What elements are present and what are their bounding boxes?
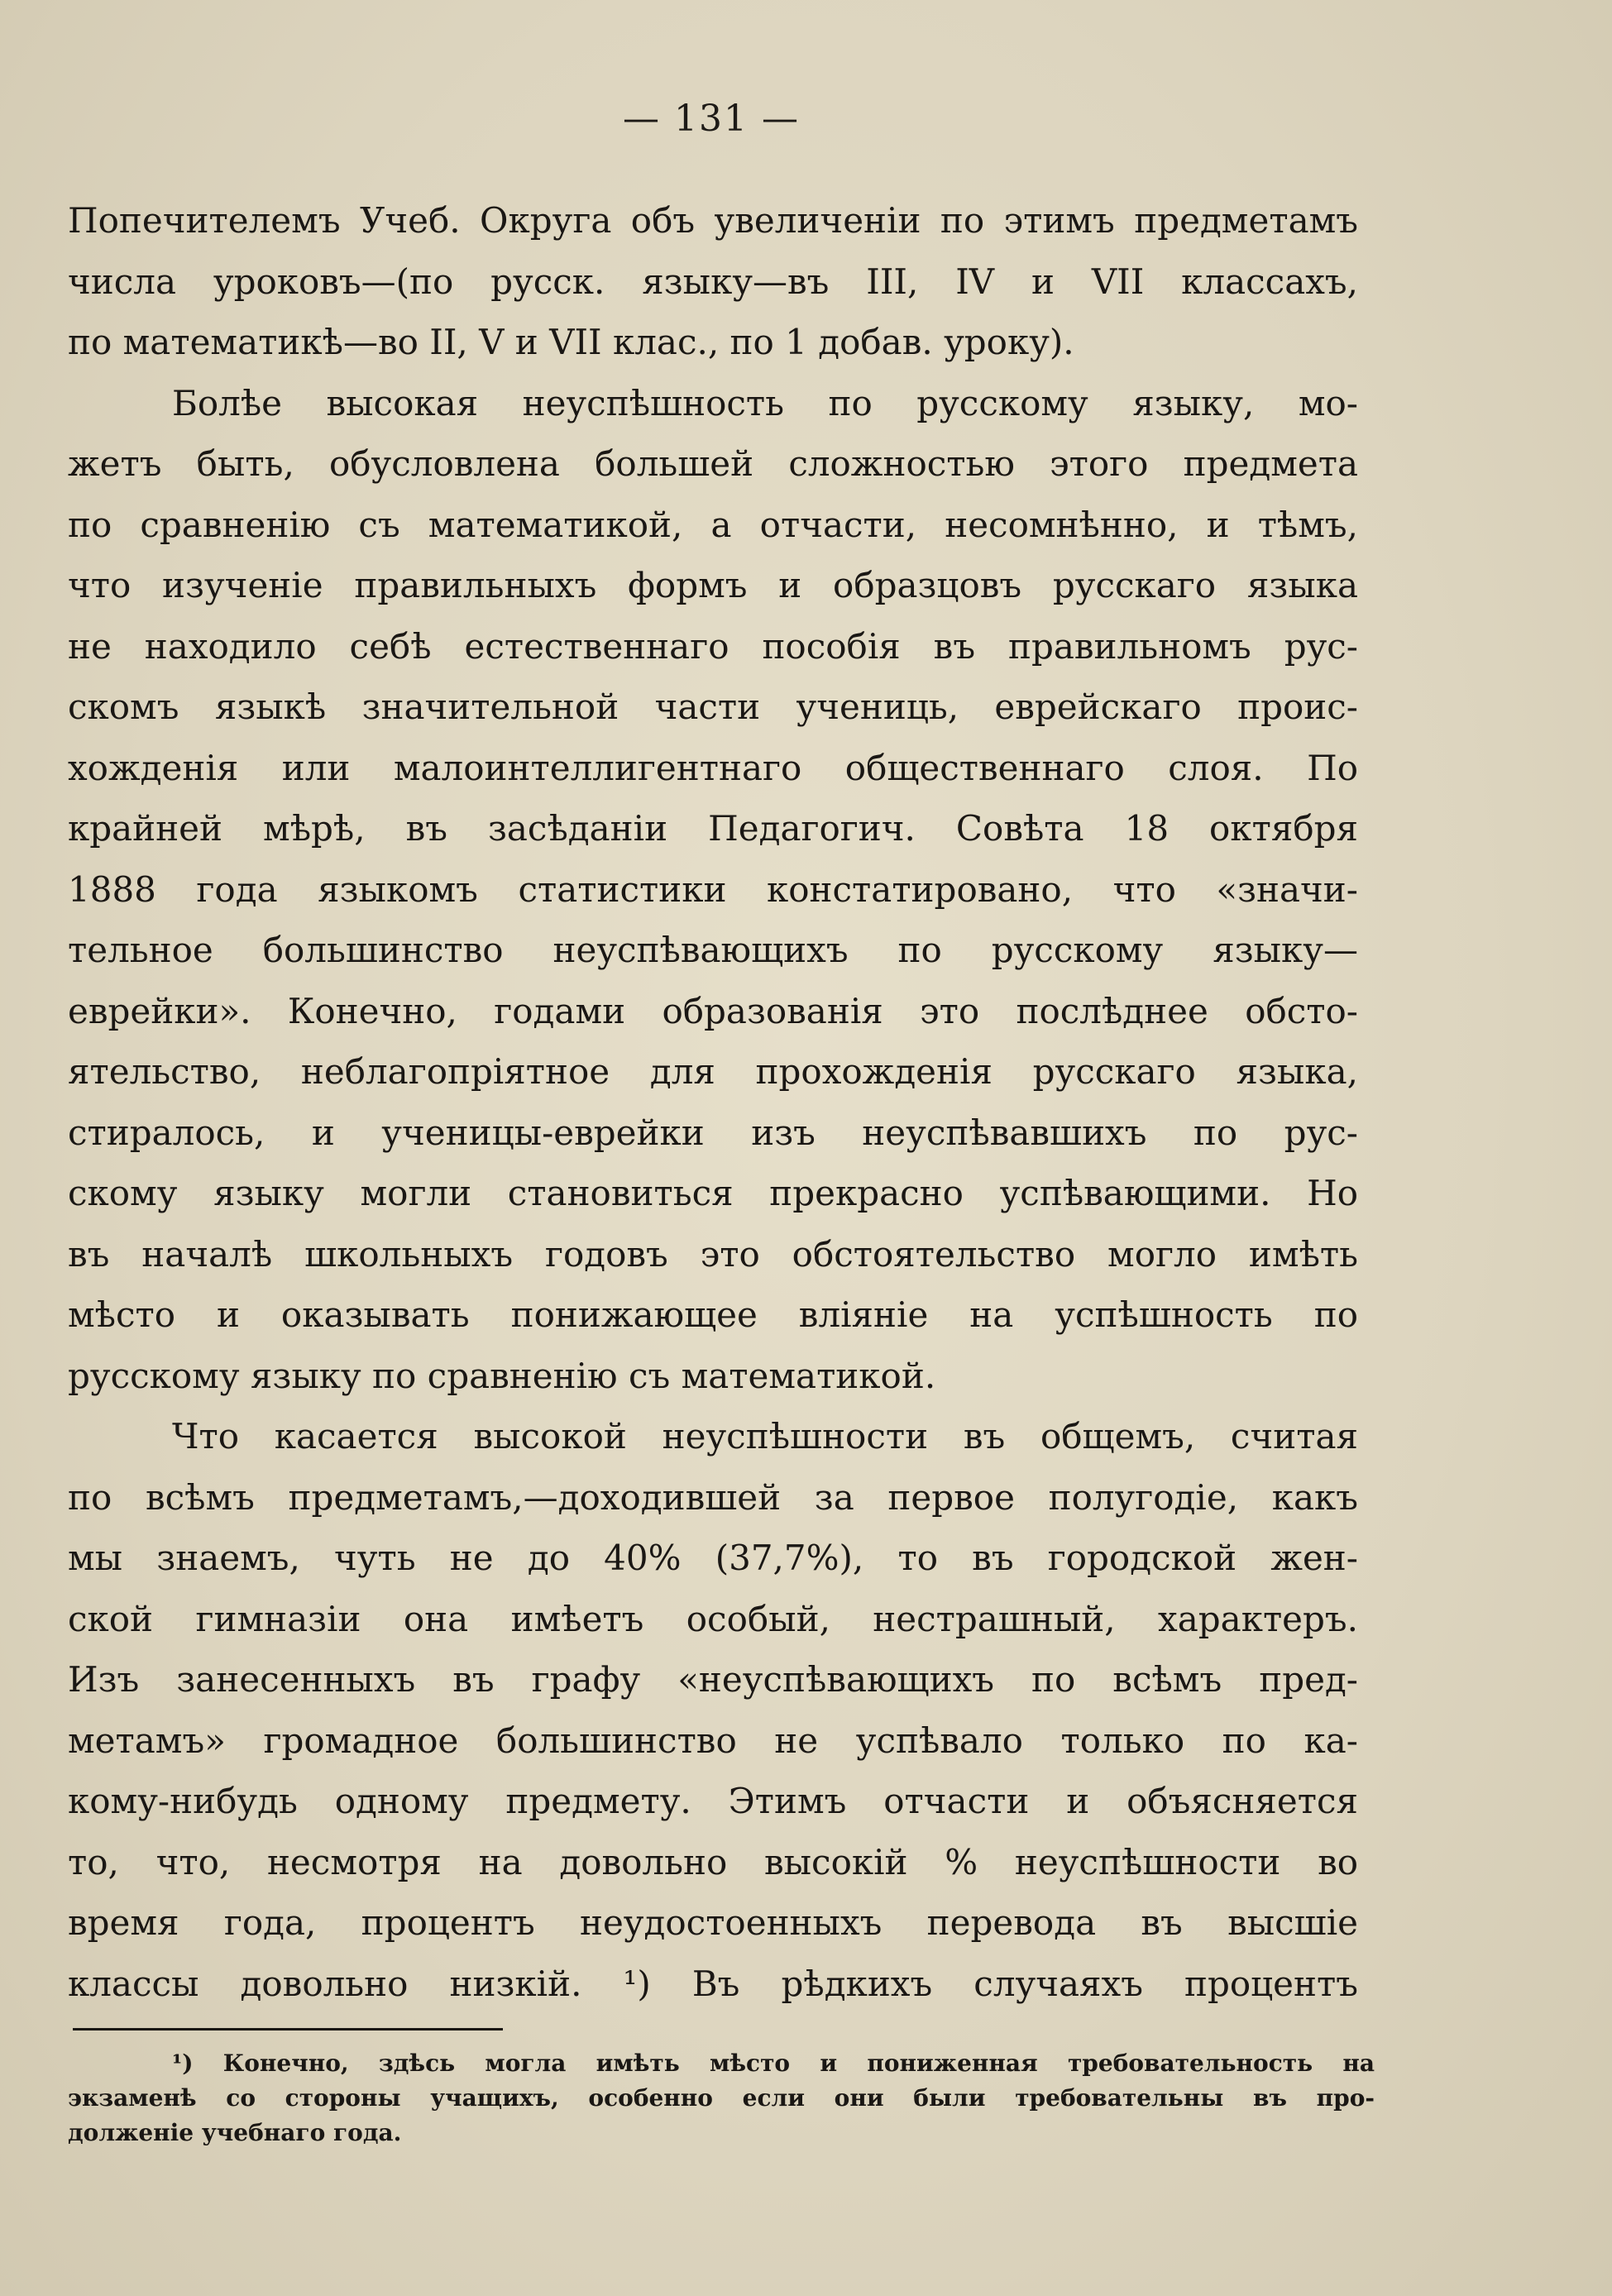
text-line: время года, процентъ неудостоенныхъ перевода въ высшiе <box>68 1902 1358 1943</box>
text-line: 1888 года языкомъ статистики констатировано, что «значи- <box>68 868 1358 910</box>
text-line: скому языку могли становиться прекрасно успѣвающими. Но <box>68 1173 1358 1213</box>
text-line: по всѣмъ предметамъ,—доходившей за первое полугодiе, какъ <box>68 1476 1358 1518</box>
text-line: что изученiе правильныхъ формъ и образцовъ русскаго языка <box>68 565 1358 605</box>
text-line: по математикѣ—во II, V и VII клас., по 1 добав. уроку). <box>68 322 1074 362</box>
text-line: Болѣе высокая неуспѣшность по русскому языку, мо- <box>172 382 1358 423</box>
text-line: не находило себѣ естественнаго пособiя въ правильномъ рус- <box>68 625 1358 667</box>
text-line: въ началѣ школьныхъ годовъ это обстоятельство могло имѣть <box>68 1233 1358 1275</box>
text-line: то, что, несмотря на довольно высокiй % неуспѣшности во <box>68 1841 1358 1882</box>
text-line: стиралось, и ученицы-еврейки изъ неуспѣвавшихъ по рус- <box>68 1112 1358 1153</box>
text-line: ской гимназiи она имѣетъ особый, нестрашный, характеръ. <box>68 1598 1358 1639</box>
text-line: ятельство, неблагопрiятное для прохожденiя русскаго языка, <box>68 1051 1358 1092</box>
text-line: кому-нибудь одному предмету. Этимъ отчасти и объясняется <box>68 1781 1358 1821</box>
paragraph-3 <box>68 1406 1358 2014</box>
text-line: хожденiя или малоинтеллигентнаго общественнаго слоя. По <box>68 747 1358 788</box>
text-line: скомъ языкѣ значительной части учениць, еврейскаго проис- <box>68 686 1358 727</box>
text-line: Попечителемъ Учеб. Округа объ увеличенiи по этимъ предметамъ <box>68 200 1358 241</box>
footnote-line: ¹) Конечно, здѣсь могла имѣть мѣсто и пониженная требовательность на <box>172 2050 1375 2077</box>
footnote-line: экзаменѣ со стороны учащихъ, особенно если они были требовательны въ про- <box>68 2084 1375 2112</box>
page-number: — 131 — <box>623 98 800 140</box>
footnote-line: долженiе учебнаго года. <box>68 2119 402 2146</box>
text-line: числа уроковъ—(по русск. языку—въ III, IV и VII классахъ, <box>68 261 1358 302</box>
text-line: еврейки». Конечно, годами образованiя это послѣднее обсто- <box>68 990 1358 1031</box>
text-line: тельное большинство неуспѣвающихъ по русскому языку— <box>68 930 1358 970</box>
text-line: Изъ занесенныхъ въ графу «неуспѣвающихъ по всѣмъ пред- <box>68 1659 1358 1700</box>
text-line: классы довольно низкiй. ¹) Въ рѣдкихъ случаяхъ процентъ <box>68 1963 1358 2004</box>
text-line: метамъ» громадное большинство не успѣвало только по ка- <box>68 1720 1358 1761</box>
text-line: жетъ быть, обусловлена большей сложностью этого предмета <box>68 443 1358 484</box>
text-line: крайней мѣрѣ, въ засѣданiи Педагогич. Совѣта 18 октября <box>68 808 1358 849</box>
paragraph-1 <box>68 190 1358 373</box>
text-line: русскому языку по сравненiю съ математикой. <box>68 1355 936 1396</box>
text-line: мѣсто и оказывать понижающее влiянiе на успѣшность по <box>68 1294 1358 1335</box>
text-line: Что касается высокой неуспѣшности въ общемъ, считая <box>172 1416 1358 1457</box>
text-line: по сравненiю съ математикой, а отчасти, несомнѣнно, и тѣмъ, <box>68 504 1358 545</box>
paragraph-2 <box>68 373 1358 1407</box>
footnote <box>68 2046 1375 2150</box>
footnote-divider <box>73 2028 503 2031</box>
text-line: мы знаемъ, чуть не до 40% (37,7%), то въ городской жен- <box>68 1538 1358 1578</box>
body-text <box>68 190 1358 2014</box>
